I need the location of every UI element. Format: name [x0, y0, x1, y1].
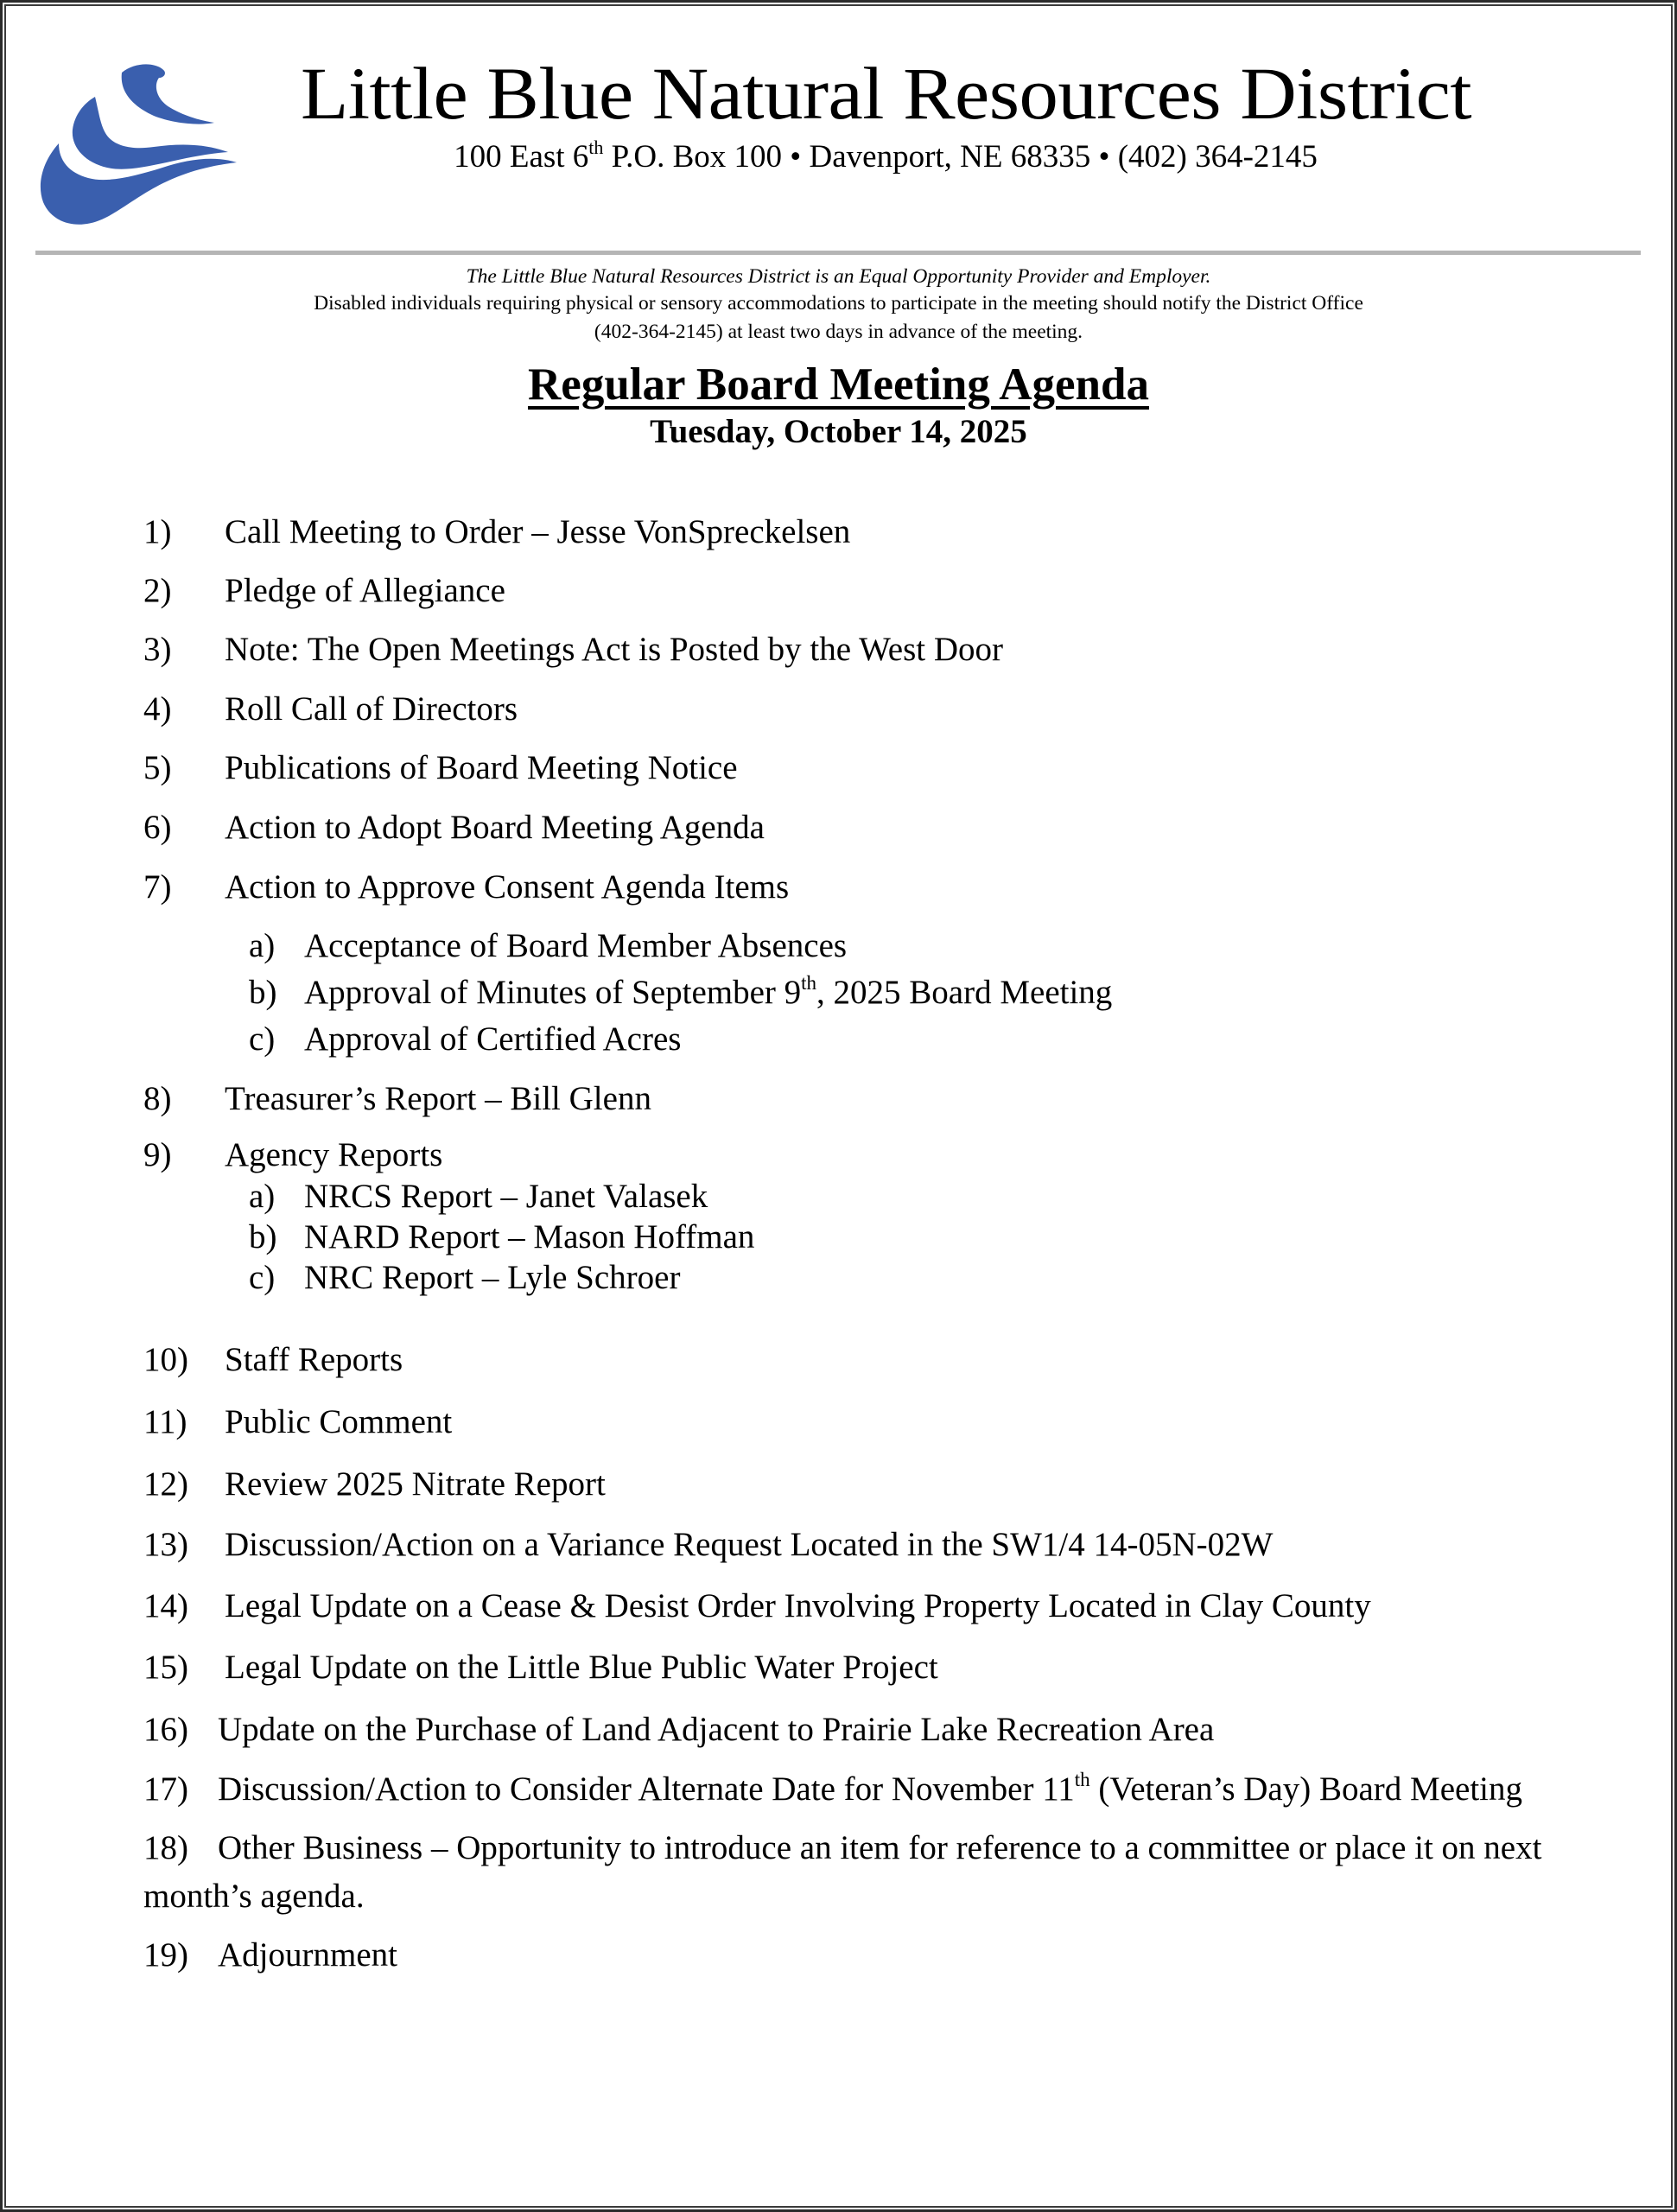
item-number: 18) [143, 1829, 188, 1866]
agenda-date: Tuesday, October 14, 2025 [650, 413, 1027, 450]
subitem-text: NARD Report – Mason Hoffman [304, 1218, 755, 1255]
address-part1: 100 East 6 [454, 139, 589, 175]
item-text: Agency Reports [225, 1136, 443, 1173]
subitem-letter: c) [249, 1020, 276, 1058]
item-text: Discussion/Action on a Variance Request Located in the SW1/4 14-05N-02W [225, 1526, 1274, 1563]
subitem-text: NRC Report – Lyle Schroer [304, 1259, 681, 1296]
item-text: Action to Approve Consent Agenda Items [225, 868, 790, 906]
item-number: 14) [143, 1587, 188, 1624]
item-number: 11) [143, 1403, 187, 1440]
item-text: Other Business – Opportunity to introduce an item for reference to a committee or place it on next [218, 1829, 1542, 1866]
item-number: 19) [143, 1936, 188, 1974]
subitem-letter: b) [249, 1218, 277, 1255]
item-number: 4) [143, 690, 172, 728]
subitem-letter: b) [249, 974, 277, 1011]
accommodations-notice-line2: (402-364-2145) at least two days in advance of the meeting. [594, 321, 1083, 343]
item-text: Update on the Purchase of Land Adjacent to Prairie Lake Recreation Area [218, 1711, 1215, 1748]
org-name [0, 50, 1677, 137]
item-ordinal: th [1074, 1769, 1090, 1790]
item-text: Adjournment [218, 1936, 397, 1974]
item-text: Legal Update on a Cease & Desist Order Involving Property Located in Clay County [225, 1587, 1371, 1624]
item-number: 3) [143, 631, 172, 668]
item-text: Roll Call of Directors [225, 690, 518, 728]
item-text-before: Discussion/Action to Consider Alternate Date for November 11 [218, 1770, 1075, 1808]
item-text: Staff Reports [225, 1341, 403, 1378]
address-ordinal: th [588, 137, 604, 158]
subitem-ordinal: th [801, 972, 817, 994]
item-number: 10) [143, 1341, 188, 1378]
item-text: Treasurer’s Report – Bill Glenn [225, 1080, 651, 1117]
item-continuation: month’s agenda. [143, 1878, 365, 1915]
item-number: 6) [143, 809, 172, 846]
subitem-text: Acceptance of Board Member Absences [304, 927, 848, 964]
item-text: Legal Update on the Little Blue Public Water Project [225, 1649, 938, 1686]
org-name-text: Little Blue Natural Resources District [300, 52, 1471, 135]
subitem-letter: c) [249, 1259, 276, 1296]
agenda-title [0, 358, 1677, 411]
subitem-text-before: Approval of Minutes of September 9 [304, 974, 802, 1011]
item-text: Pledge of Allegiance [225, 572, 505, 609]
item-number: 17) [143, 1770, 188, 1808]
accommodations-notice-line1: Disabled individuals requiring physical or sensory accommodations to participate in the meeting should notify the District Office [314, 292, 1363, 315]
item-text: Note: The Open Meetings Act is Posted by the West Door [225, 631, 1003, 668]
item-number: 16) [143, 1711, 188, 1748]
item-text: Publications of Board Meeting Notice [225, 749, 738, 786]
item-text: Public Comment [225, 1403, 453, 1440]
item-text: Review 2025 Nitrate Report [225, 1465, 606, 1503]
agenda-title-text: Regular Board Meeting Agenda [528, 359, 1149, 410]
subitem-letter: a) [249, 927, 276, 964]
subitem-letter: a) [249, 1178, 276, 1215]
item-number: 7) [143, 868, 172, 906]
equal-opportunity-notice: The Little Blue Natural Resources District is an Equal Opportunity Provider and Employer. [466, 265, 1211, 288]
item-number: 15) [143, 1649, 188, 1686]
item-number: 5) [143, 749, 172, 786]
item-number: 2) [143, 572, 172, 609]
org-address [0, 138, 1677, 176]
subitem-text [304, 973, 1112, 1013]
subitem-text: NRCS Report – Janet Valasek [304, 1178, 708, 1215]
subitem-text: Approval of Certified Acres [304, 1020, 682, 1058]
item-text-after: (Veteran’s Day) Board Meeting [1089, 1770, 1522, 1808]
item-number: 13) [143, 1526, 188, 1563]
subitem-text-after: , 2025 Board Meeting [816, 974, 1113, 1011]
item-text: Action to Adopt Board Meeting Agenda [225, 809, 765, 846]
item-text: Call Meeting to Order – Jesse VonSpreckelsen [225, 513, 851, 550]
address-part2: P.O. Box 100 • Davenport, NE 68335 • (402) 364-2145 [603, 139, 1318, 175]
item-text [218, 1770, 1522, 1809]
item-number: 12) [143, 1465, 188, 1503]
header-divider [35, 251, 1641, 255]
item-number: 1) [143, 513, 172, 550]
item-number: 8) [143, 1080, 172, 1117]
item-number: 9) [143, 1136, 172, 1173]
